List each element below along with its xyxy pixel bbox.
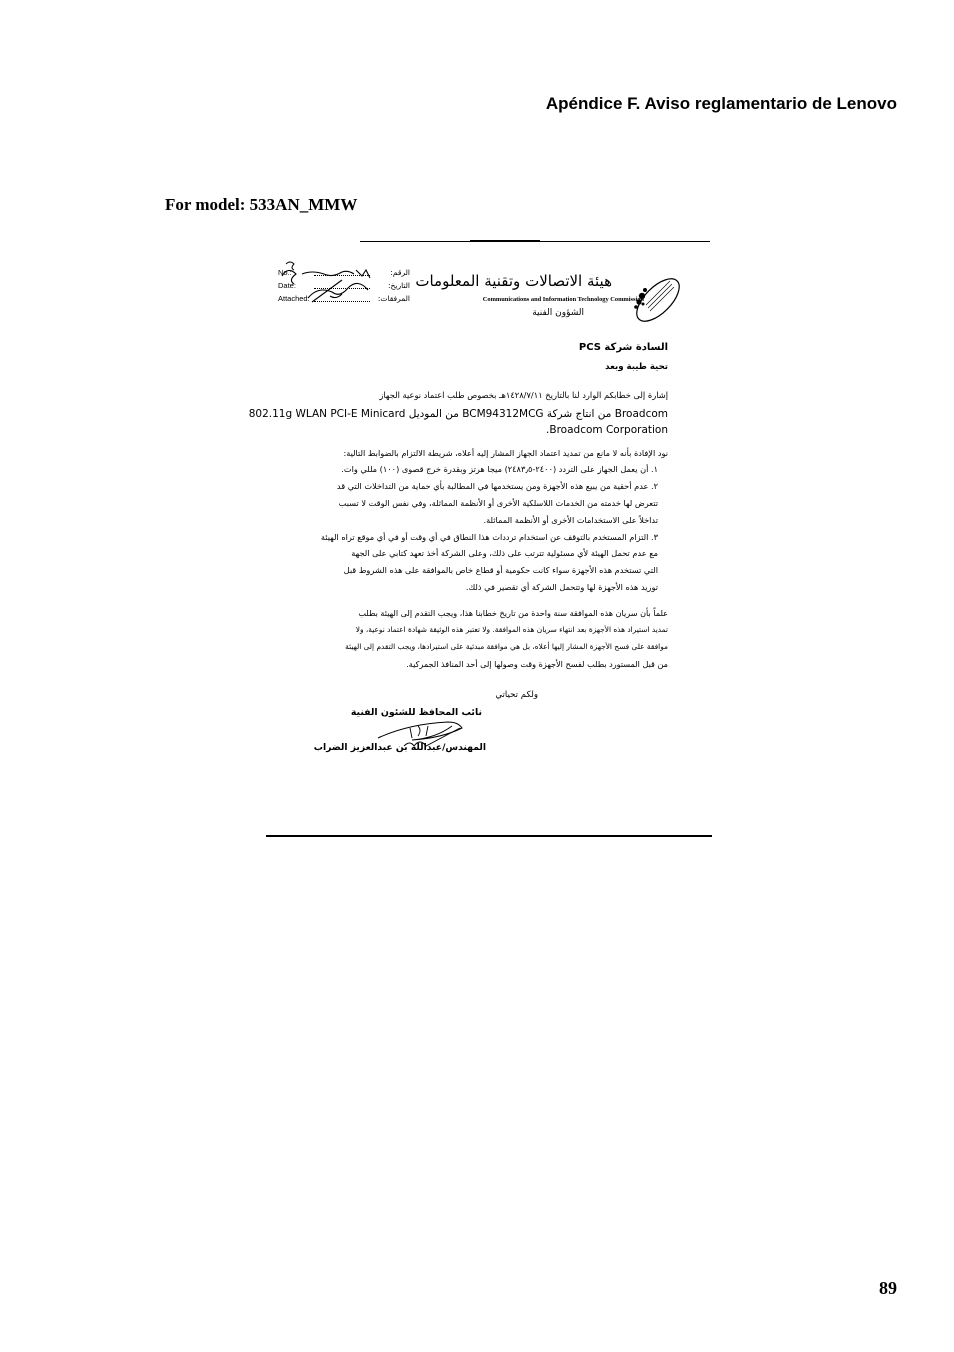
conditions-intro: نود الإفادة بأنه لا مانع من تمديد اعتماد الجهاز المشار إليه أعلاه، شريطة الالتزام بالضوابط التالية: [343, 448, 668, 458]
letter-intro: إشارة إلى خطابكم الوارد لنا بالتاريخ ١٤٢٨/٧/١١هـ بخصوص طلب اعتماد نوعية الجهاز [379, 390, 668, 400]
scanned-letter [248, 250, 710, 830]
validity-line: علماً بأن سريان هذه الموافقة سنة واحدة من تاريخ خطابنا هذا، ويجب التقدم إلى الهيئة بطلب [358, 608, 668, 618]
condition-line: توريد هذه الأجهزة لها وتتحمل الشركة أي تقصير في ذلك. [465, 582, 658, 592]
condition-line: ٣. التزام المستخدم بالتوقف عن استخدام ترددات هذا النطاق في أي وقت أو في أي موقع تراه الهيئة [320, 532, 658, 542]
company-line: .Broadcom Corporation [546, 424, 668, 436]
condition-line: التي تستخدم هذه الأجهزة سواء كانت حكومية أو قطاع خاص بالموافقة على هذه الشروط قبل [343, 565, 658, 575]
citc-logo-block [415, 268, 688, 332]
letter-closing: ولكم تحياتي [495, 690, 538, 700]
page-number: 89 [879, 1278, 897, 1298]
condition-line: تداخلاً على الاستخدامات الأخرى أو الأنظمة المماثلة. [483, 515, 658, 525]
citc-arabic-name: هيئة الاتصالات وتقنية المعلومات [415, 272, 612, 290]
condition-line: ٢. عدم أحقية من يبيع هذه الأجهزة ومن يستخدمها في المطالبة بأي حماية من التداخلات التي قد [336, 481, 658, 491]
validity-line: تمديد استيراد هذه الأجهزة بعد انتهاء سريان هذه الموافقة. ولا تعتبر هذه الوثيقة شهادة اعتماد نوعية، ولا [355, 625, 668, 634]
top-divider [360, 241, 710, 242]
ref-date-label: Date: [278, 281, 296, 290]
bottom-divider [266, 835, 712, 837]
top-divider-accent [470, 240, 540, 241]
condition-line: تتعرض لها خدمته من الخدمات اللاسلكية الأخرى أو الأنظمة المماثلة، وفي نفس الوقت لا تسبب [338, 498, 658, 508]
letter-addressee: السادة شركة PCS [578, 342, 668, 353]
handwritten-reference-icon [272, 258, 402, 313]
ref-date-arabic: التاريخ: [388, 281, 410, 290]
ref-attached-arabic: المرفقات: [377, 294, 410, 303]
validity-line: من قبل المستورد بطلب لفسح الأجهزة وقت وصولها إلى أحد المنافذ الجمركية. [406, 659, 668, 669]
ref-no-arabic: الرقم: [390, 268, 410, 277]
model-label: For model: 533AN_MMW [165, 195, 358, 214]
validity-line: موافقة على فسح الأجهزة المشار إليها أعلاه، بل هي موافقة مبدئية على استيرادها، ويجب التقدم إلى الهيئة [345, 642, 668, 651]
device-model-line: Broadcom من انتاج شركة BCM94312MCG من الموديل 802.11g WLAN PCI-E Minicard [248, 408, 668, 420]
citc-department: الشؤون الفنية [532, 308, 584, 318]
citc-english-name: Communications and Information Technology Commission [482, 296, 644, 303]
condition-line: مع عدم تحمل الهيئة لأي مسئولية تترتب على ذلك، وعلى الشركة أخذ تعهد كتابي على الجهة [351, 548, 658, 558]
page-header-title: Apéndice F. Aviso reglamentario de Lenovo [545, 94, 897, 113]
signatory-name: المهندس/عبدالله بن عبدالعزيز الضراب [313, 742, 486, 753]
ref-attached-label: Attached: [278, 294, 310, 303]
ref-no-label: No.: [278, 268, 292, 277]
condition-line: ١. أن يعمل الجهاز على التردد (٢٤٠٠-٢٤٨٣٫٥) ميجا هرتز وبقدرة خرج قصوى (١٠٠) مللي وات. [341, 464, 658, 474]
signatory-title: نائب المحافظ للشئون الفنية [350, 707, 482, 718]
letter-greeting: تحية طيبة وبعد [605, 362, 668, 372]
